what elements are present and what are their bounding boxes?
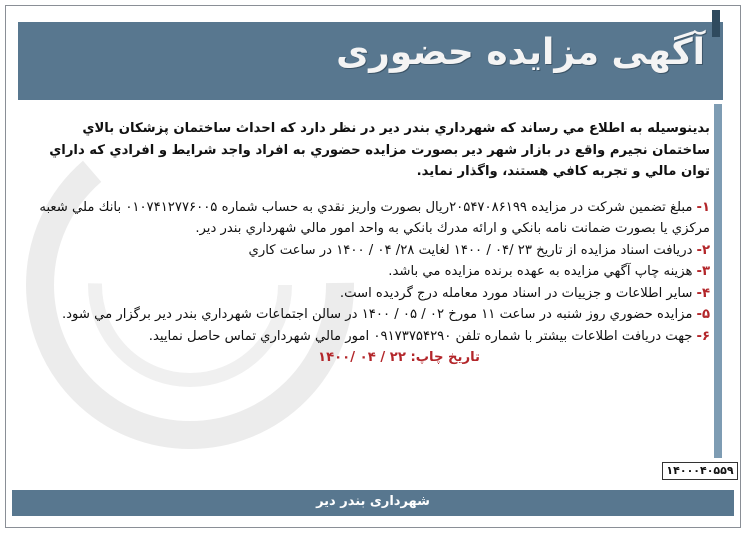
ad-body (28, 118, 710, 369)
item-text: هزينه چاپ آگهي مزايده به عهده برنده مزايده مي باشد. (388, 264, 693, 279)
item-text: مزايده حضوري روز شنبه در ساعت ۱۱ مورخ ۰۲ / ۰۵ / ۱۴۰۰ در سالن اجتماعات شهرداري بندر دير برگزار مي شود. (61, 307, 693, 322)
item-number: ۱- (696, 199, 710, 215)
list-item (28, 283, 710, 305)
item-text: جهت دريافت اطلاعات بيشتر با شماره تلفن ۰۹۱۷۳۷۵۴۲۹۰ امور مالي شهرداري تماس حاصل نماييد. (148, 328, 693, 344)
item-text: مبلغ تضمين شركت در مزايده ۲۰۵۴۷۰۸۶۱۹۹ريال بصورت واريز نقدي به حساب شماره ۰۱۰۷۴۱۲۷۷۶۰۰۵ بانك ملي شعبه مركزي يا بصورت ضمانت نامه بانكي و ارائه مدرك بانكي به واحد امور مالي شهرداري بندر دير. (39, 199, 710, 236)
corner-accent (712, 10, 720, 37)
reference-number: ۱۴۰۰۰۴۰۵۵۹ (662, 462, 738, 480)
list-item (28, 197, 710, 240)
item-number: ۶- (696, 328, 710, 344)
footer-bar (12, 490, 734, 516)
item-number: ۲- (696, 242, 710, 258)
header-banner (18, 22, 723, 100)
page-title: آگهی مزایده حضوری (336, 32, 705, 73)
side-stripe (714, 104, 722, 458)
list-item (28, 304, 710, 326)
list-item (28, 261, 710, 283)
item-number: ۵- (696, 307, 710, 322)
list-item (28, 326, 710, 348)
item-number: ۳- (696, 264, 710, 279)
footer-organization: شهرداری بندر دیر (316, 494, 430, 509)
item-text: ساير اطلاعات و جزييات در اسناد مورد معامله درج گرديده است. (339, 285, 693, 301)
list-item (28, 240, 710, 262)
print-date: تاريخ چاپ: ۲۲ / ۰۴ /۱۴۰۰ (318, 350, 480, 365)
intro-paragraph: بدينوسيله به اطلاع مي رساند كه شهرداري بندر دير در نظر دارد كه احداث ساختمان پزشكان بالاي ساختمان نجيرم واقع در بازار شهر دير بصورت مزايده حضوري به افراد واجد شرايط و افرادي كه داراي توان مالي و تجربه كافي هستند، واگذار نمايد. (49, 121, 710, 179)
item-text: دريافت اسناد مزايده از تاريخ ۲۳ /۰۴ / ۱۴۰۰ لغايت ۲۸/ ۰۴ / ۱۴۰۰ در ساعت كاري (248, 242, 693, 258)
item-number: ۴- (696, 285, 710, 301)
